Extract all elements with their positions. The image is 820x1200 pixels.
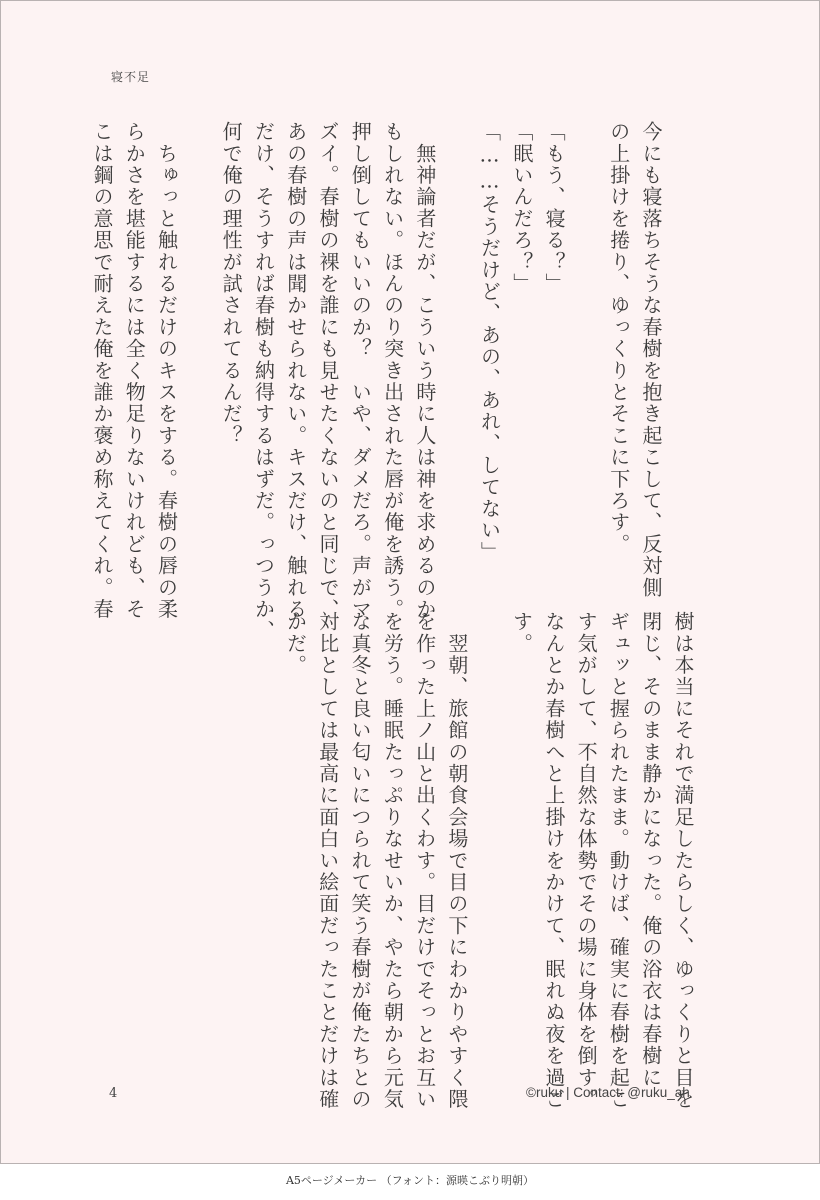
- chapter-title: 寝不足: [111, 70, 151, 84]
- author-credit: ©ruku | Contact: @ruku_ah: [526, 1085, 690, 1100]
- page-number: 4: [109, 1086, 118, 1101]
- body-text-upper: 今にも寝落ちそうな春樹を抱き起こして、反対側 の上掛けを捲り、ゆっくりとそこに下ろす。 「もう、寝る？」 「眠いんだろ？」 「……そうだけど、あの、あれ、してない」 無神論者だが、こういう時に人は神を求めるのか もしれない。ほんのり突き出された唇が俺を誘う。 押し倒してもいいのか？ いや、ダメだろ。声がマ ズイ。春樹の裸を誰にも見せたくないのと同じで、 あの春樹の声は聞かせられない。キスだけ、触れる だけ、そうすれば春樹も納得するはずだ。っつうか、 何で俺の理性が試されてるんだ？ ちゅっと触れるだけのキスをする。春樹の唇の柔 らかさを堪能するには全く物足りないけれども、そ こは鋼の意思で耐えた俺を誰か褒め称えてくれ。春: [89, 121, 663, 642]
- body-text-lower: 樹は本当にそれで満足したらしく、ゆっくりと目を 閉じ、そのまま静かになった。俺の浴衣は春樹に ギュッと握られたまま。動けば、確実に春樹を起こ す気がして、不自然な体勢でその場に身体を倒す。 なんとか春樹へと上掛けをかけて、眠れぬ夜を過ご す。 翌朝、旅館の朝食会場で目の下にわかりやすく隈 を作った上ノ山と出くわす。目だけでそっとお互い を労う。睡眠たっぷりなせいか、やたら朝から元気 な真冬と良い匂いにつられて笑う春樹が俺たちとの 対比としては最高に面白い絵面だったことだけは確 かだ。: [283, 611, 695, 1111]
- footer-caption: A5ページメーカー （フォント：源暎こぶり明朝）: [285, 1174, 535, 1187]
